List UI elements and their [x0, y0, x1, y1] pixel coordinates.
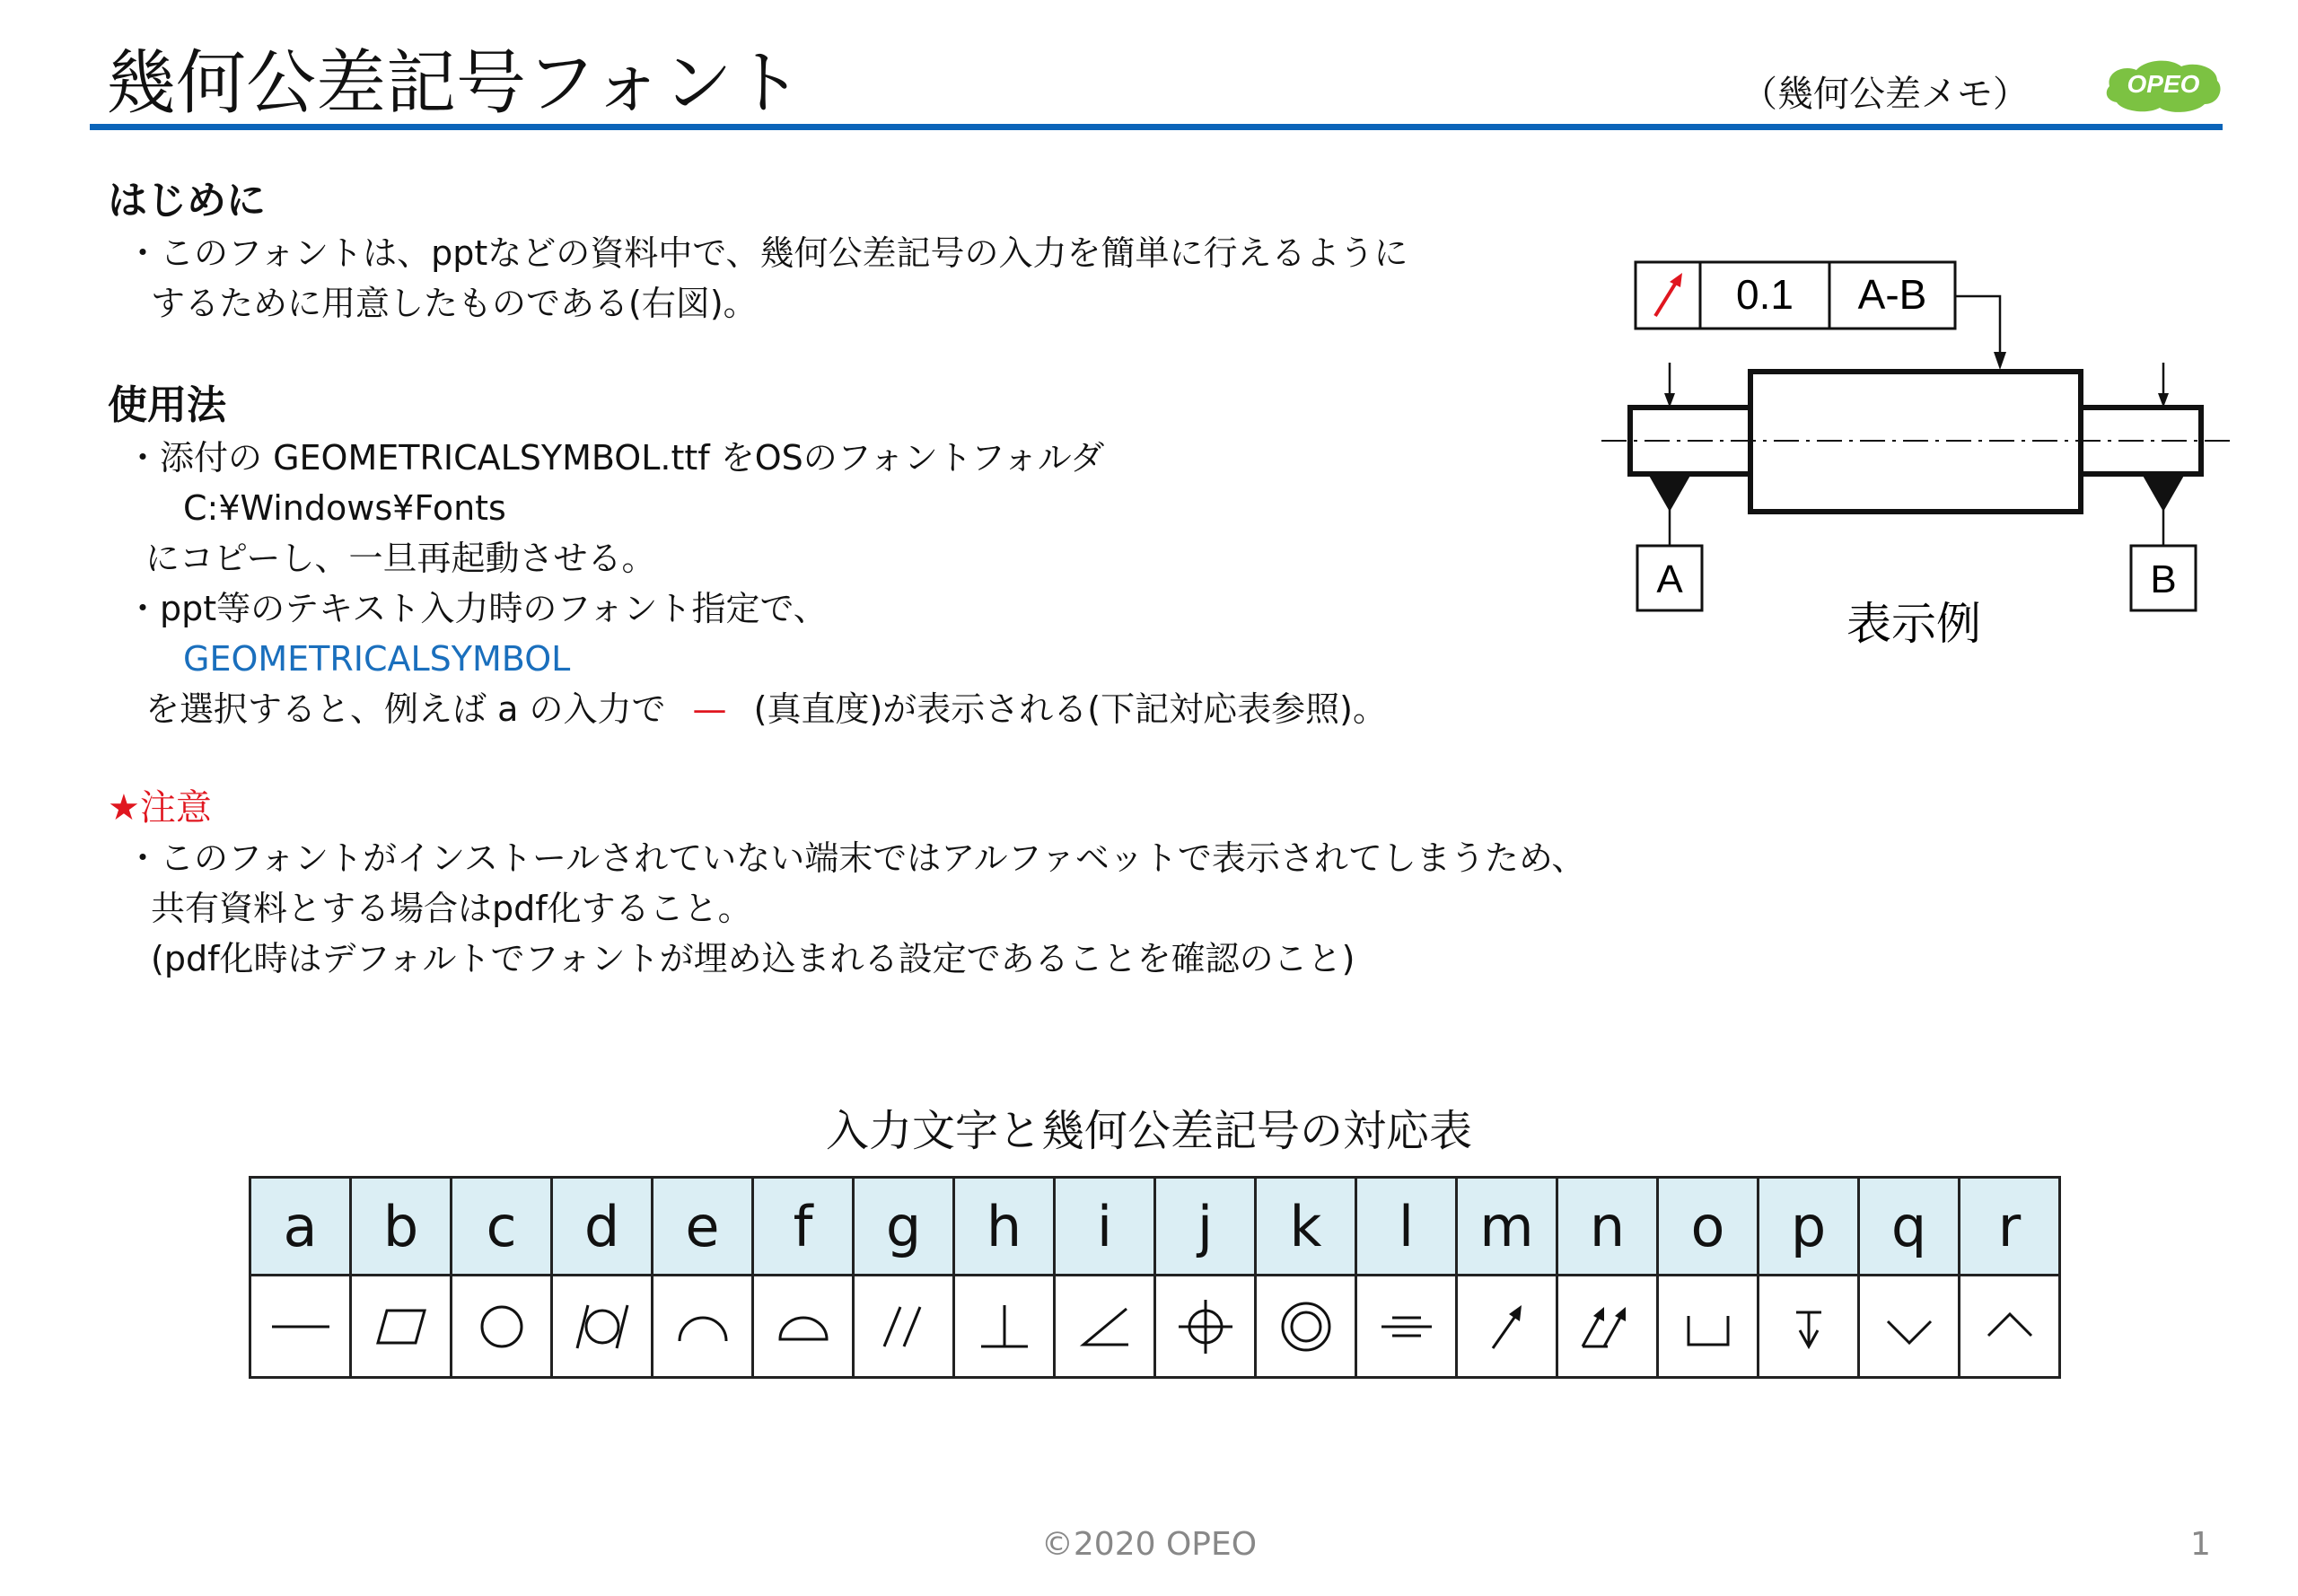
opeo-logo — [2101, 52, 2226, 117]
depth-icon — [1776, 1294, 1841, 1359]
symbol-cell-m — [1457, 1276, 1557, 1378]
straightness-icon — [268, 1294, 333, 1359]
letter-cell-q: q — [1859, 1178, 1960, 1276]
letter-row — [250, 1178, 2060, 1276]
caution-line-3: (pdf化時はデフォルトでフォントが埋め込まれる設定であることを確認のこと) — [151, 939, 1355, 978]
page-number: 1 — [2190, 1526, 2211, 1563]
total-runout-icon — [1575, 1294, 1640, 1359]
usage-line-1: ・添付の GEOMETRICALSYMBOL.ttf をOSのフォントフォルダ — [126, 438, 1105, 478]
symbol-cell-f — [753, 1276, 854, 1378]
conical-taper-icon — [1978, 1294, 2042, 1359]
page-title: 幾何公差記号フォント — [106, 43, 803, 124]
symbol-cell-r — [1960, 1276, 2060, 1378]
usage-line-6-b: (真直度)が表示される(下記対応表参照)。 — [753, 689, 1387, 729]
circular-runout-icon — [1475, 1294, 1539, 1359]
page-subtitle: （幾何公差メモ） — [1741, 74, 2029, 115]
usage-line-6-a: を選択すると、例えば a の入力で — [145, 689, 666, 729]
letter-cell-b: b — [351, 1178, 452, 1276]
letter-cell-g: g — [854, 1178, 954, 1276]
symbol-cell-q — [1859, 1276, 1960, 1378]
symbol-cell-i — [1055, 1276, 1155, 1378]
letter-cell-h: h — [954, 1178, 1055, 1276]
copyright: ©2020 OPEO — [1040, 1526, 1258, 1563]
example-drawing — [1598, 251, 2244, 673]
usage-line-4: ・ppt等のテキスト入力時のフォント指定で、 — [126, 589, 828, 628]
caution-line-2: 共有資料とする場合はpdf化すること。 — [151, 889, 752, 928]
letter-cell-p: p — [1759, 1178, 1859, 1276]
position-icon — [1173, 1294, 1238, 1359]
letter-cell-c: c — [452, 1178, 552, 1276]
countersink-icon — [1877, 1294, 1942, 1359]
datum-a-label: A — [1656, 557, 1683, 601]
flatness-icon — [369, 1294, 434, 1359]
intro-line-2: するために用意したものである(右図)。 — [151, 284, 758, 323]
datum-reference: A-B — [1857, 271, 1927, 318]
caution-heading: ★注意 — [108, 787, 212, 829]
letter-cell-o: o — [1658, 1178, 1759, 1276]
caution-line-1: ・このフォントがインストールされていない端末ではアルファベットで表示されてしまうため、 — [126, 838, 1586, 878]
mapping-table-title: 入力文字と幾何公差記号の対応表 — [825, 1106, 1472, 1156]
profile-of-line-icon — [671, 1294, 735, 1359]
symbol-cell-d — [552, 1276, 653, 1378]
usage-line-6 — [145, 684, 1387, 734]
profile-of-surface-icon — [771, 1294, 836, 1359]
feature-control-frame — [1636, 262, 1955, 329]
title-rule — [90, 124, 2223, 130]
letter-cell-f: f — [753, 1178, 854, 1276]
counterbore-icon — [1676, 1294, 1741, 1359]
usage-font-path: C:¥Windows¥Fonts — [183, 488, 506, 528]
concentricity-icon — [1274, 1294, 1338, 1359]
symbol-cell-a — [250, 1276, 351, 1378]
letter-cell-l: l — [1356, 1178, 1457, 1276]
letter-cell-n: n — [1557, 1178, 1658, 1276]
usage-line-3: にコピーし、一旦再起動させる。 — [145, 539, 656, 578]
letter-cell-k: k — [1256, 1178, 1356, 1276]
svg-text:OPEO: OPEO — [2127, 70, 2200, 98]
usage-heading: 使用法 — [108, 382, 226, 428]
letter-cell-j: j — [1155, 1178, 1256, 1276]
symbol-cell-k — [1256, 1276, 1356, 1378]
intro-heading: はじめに — [108, 178, 266, 224]
tolerance-value: 0.1 — [1736, 271, 1794, 318]
example-caption: 表示例 — [1846, 599, 1981, 649]
symmetry-icon — [1374, 1294, 1439, 1359]
letter-cell-e: e — [653, 1178, 753, 1276]
symbol-cell-g — [854, 1276, 954, 1378]
straightness-symbol-inline: — — [692, 689, 727, 729]
perpendicularity-icon — [972, 1294, 1037, 1359]
circularity-icon — [469, 1294, 534, 1359]
letter-cell-d: d — [552, 1178, 653, 1276]
letter-cell-m: m — [1457, 1178, 1557, 1276]
letter-cell-a: a — [250, 1178, 351, 1276]
mapping-table — [249, 1176, 2061, 1379]
symbol-cell-n — [1557, 1276, 1658, 1378]
datum-b-label: B — [2150, 557, 2177, 601]
symbol-cell-o — [1658, 1276, 1759, 1378]
parallelism-icon — [872, 1294, 936, 1359]
angularity-icon — [1073, 1294, 1137, 1359]
letter-cell-r: r — [1960, 1178, 2060, 1276]
letter-cell-i: i — [1055, 1178, 1155, 1276]
symbol-cell-p — [1759, 1276, 1859, 1378]
symbol-cell-h — [954, 1276, 1055, 1378]
symbol-cell-j — [1155, 1276, 1256, 1378]
symbol-cell-l — [1356, 1276, 1457, 1378]
symbol-cell-c — [452, 1276, 552, 1378]
symbol-cell-b — [351, 1276, 452, 1378]
intro-line-1: ・このフォントは、pptなどの資料中で、幾何公差記号の入力を簡単に行えるように — [126, 233, 1408, 273]
usage-font-name: GEOMETRICALSYMBOL — [183, 639, 571, 679]
symbol-cell-e — [653, 1276, 753, 1378]
symbol-row — [250, 1276, 2060, 1378]
cylindricity-icon — [570, 1294, 635, 1359]
